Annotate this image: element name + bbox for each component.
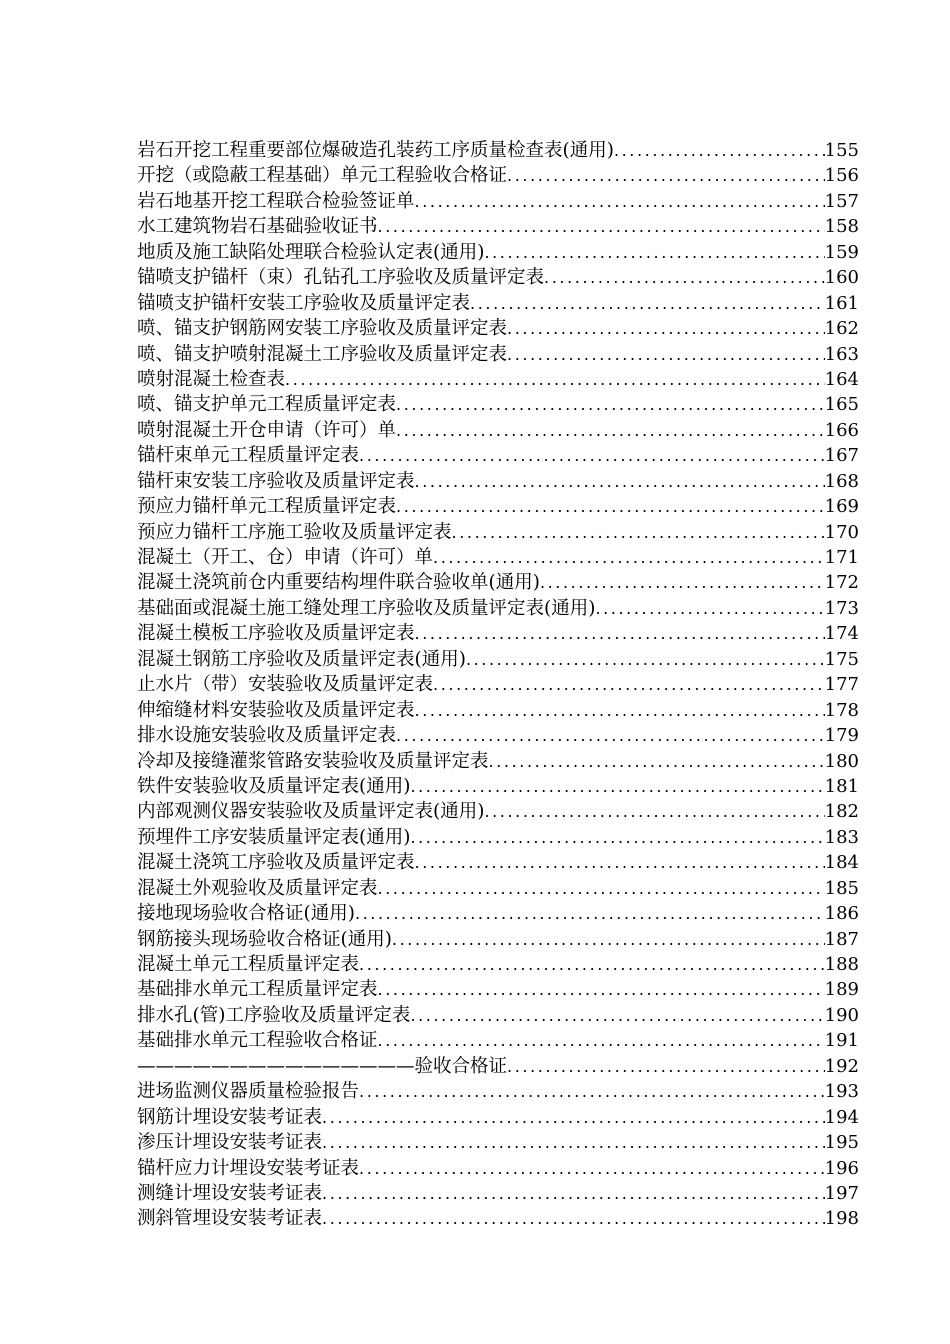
- toc-entry-title: 预埋件工序安装质量评定表(通用): [137, 826, 411, 848]
- toc-entry-title: 锚杆束单元工程质量评定表: [137, 445, 360, 467]
- toc-entry[interactable]: [137, 1079, 859, 1104]
- toc-dot-leader: [452, 520, 825, 545]
- toc-page-number: 170: [824, 521, 859, 543]
- toc-entry-title: 喷、锚支护钢筋网安装工序验收及质量评定表: [137, 318, 508, 340]
- toc-entry[interactable]: [137, 647, 859, 672]
- toc-entry[interactable]: [137, 545, 859, 570]
- toc-dot-leader: [415, 850, 825, 875]
- toc-dot-leader: [359, 443, 825, 468]
- toc-dot-leader: [415, 189, 825, 214]
- toc-entry-title: 预应力锚杆工序施工验收及质量评定表: [137, 521, 452, 543]
- toc-entry-title: 钢筋计埋设安装考证表: [137, 1106, 323, 1128]
- toc-entry[interactable]: [137, 240, 859, 265]
- toc-page-number: 157: [824, 190, 859, 212]
- toc-entry[interactable]: [137, 1130, 859, 1155]
- toc-dot-leader: [378, 214, 825, 239]
- toc-dot-leader: [355, 901, 825, 926]
- toc-dot-leader: [540, 570, 825, 595]
- toc-entry[interactable]: [137, 1156, 859, 1181]
- toc-page-number: 182: [824, 801, 859, 823]
- toc-entry-title: 混凝土单元工程质量评定表: [137, 954, 360, 975]
- toc-entry[interactable]: [137, 952, 859, 977]
- toc-entry-title: 基础排水单元工程验收合格证: [137, 1030, 378, 1052]
- toc-entry-title: 内部观测仪器安装验收及质量评定表(通用): [137, 801, 485, 823]
- toc-entry-title: 水工建筑物岩石基础验收证书: [137, 216, 378, 238]
- toc-dot-leader: [378, 1028, 825, 1053]
- toc-dot-leader: [392, 927, 825, 952]
- toc-page-number: 160: [824, 267, 859, 289]
- toc-entry[interactable]: [137, 672, 859, 697]
- toc-entry-title: 锚杆应力计埋设安装考证表: [137, 1157, 360, 1179]
- toc-entry[interactable]: [137, 723, 859, 748]
- toc-dot-leader: [489, 749, 825, 774]
- toc-page-number: 175: [824, 648, 859, 670]
- toc-page-number: 164: [824, 368, 859, 390]
- toc-entry[interactable]: [137, 469, 859, 494]
- toc-entry-title: 测缝计埋设安装考证表: [137, 1182, 323, 1204]
- toc-dot-leader: [433, 545, 825, 570]
- toc-entry-title: 喷、锚支护单元工程质量评定表: [137, 394, 397, 416]
- toc-page-number: 195: [824, 1132, 859, 1154]
- toc-page-number: 178: [824, 699, 859, 721]
- toc-page-number: 181: [824, 775, 859, 797]
- toc-page-number: 177: [824, 674, 859, 696]
- toc-entry-title: 进场监测仪器质量检验报告: [137, 1081, 360, 1103]
- table-of-contents: [137, 138, 859, 1232]
- toc-page-number: 186: [824, 903, 859, 925]
- toc-entry[interactable]: [137, 977, 859, 1002]
- toc-dot-leader: [396, 392, 825, 417]
- toc-entry[interactable]: [137, 418, 859, 443]
- toc-dot-leader: [544, 265, 825, 290]
- toc-entry[interactable]: [137, 799, 859, 824]
- toc-dot-leader: [507, 1054, 825, 1079]
- toc-entry[interactable]: [137, 316, 859, 341]
- toc-page-number: 189: [824, 979, 859, 1001]
- toc-dot-leader: [410, 1003, 824, 1028]
- toc-entry[interactable]: [137, 342, 859, 367]
- toc-page-number: 193: [824, 1081, 859, 1103]
- toc-dot-leader: [507, 342, 825, 367]
- toc-page-number: 156: [824, 165, 859, 187]
- toc-dot-leader: [507, 316, 825, 341]
- toc-page-number: 192: [824, 1055, 859, 1077]
- toc-dot-leader: [396, 418, 825, 443]
- toc-entry-title: 基础面或混凝土施工缝处理工序验收及质量评定表(通用): [137, 597, 596, 619]
- toc-entry-title: 混凝土模板工序验收及质量评定表: [137, 623, 415, 645]
- toc-entry-title: 排水设施安装验收及质量评定表: [137, 725, 397, 747]
- toc-page-number: 179: [824, 725, 859, 747]
- toc-page-number: 185: [824, 877, 859, 899]
- toc-entry-title: 喷、锚支护喷射混凝土工序验收及质量评定表: [137, 343, 508, 365]
- toc-dot-leader: [410, 825, 824, 850]
- toc-entry[interactable]: [137, 1206, 859, 1231]
- toc-entry[interactable]: [137, 520, 859, 545]
- toc-dot-leader: [470, 291, 825, 316]
- toc-entry-title: 喷射混凝土检查表: [137, 368, 286, 390]
- toc-entry[interactable]: [137, 1054, 859, 1079]
- toc-page-number: 161: [824, 292, 859, 314]
- toc-entry[interactable]: [137, 138, 859, 163]
- toc-page-number: 168: [824, 470, 859, 492]
- toc-dot-leader: [614, 138, 825, 163]
- toc-entry[interactable]: [137, 189, 859, 214]
- toc-entry-title: 混凝土浇筑前仓内重要结构埋件联合验收单(通用): [137, 572, 540, 594]
- toc-entry[interactable]: [137, 1028, 859, 1053]
- toc-page-number: 159: [824, 241, 859, 263]
- toc-entry[interactable]: [137, 876, 859, 901]
- toc-entry-title: 预应力锚杆单元工程质量评定表: [137, 496, 397, 518]
- toc-dot-leader: [466, 647, 825, 672]
- toc-dot-leader: [433, 672, 825, 697]
- toc-entry-title: 岩石开挖工程重要部位爆破造孔装药工序质量检查表(通用): [137, 140, 614, 161]
- toc-entry[interactable]: [137, 494, 859, 519]
- toc-entry[interactable]: [137, 596, 859, 621]
- toc-entry[interactable]: [137, 392, 859, 417]
- toc-page-number: 169: [824, 496, 859, 518]
- toc-entry-title: 地质及施工缺陷处理联合检验认定表(通用): [137, 241, 485, 263]
- toc-entry[interactable]: [137, 443, 859, 468]
- toc-entry-title: 冷却及接缝灌浆管路安装验收及质量评定表: [137, 750, 489, 772]
- toc-dot-leader: [507, 163, 825, 188]
- toc-dot-leader: [359, 952, 825, 977]
- toc-page-number: 183: [824, 826, 859, 848]
- toc-entry[interactable]: [137, 265, 859, 290]
- toc-entry-title: 锚杆束安装工序验收及质量评定表: [137, 470, 415, 492]
- toc-dot-leader: [484, 799, 824, 824]
- toc-entry[interactable]: [137, 927, 859, 952]
- toc-entry[interactable]: [137, 774, 859, 799]
- toc-page-number: 187: [824, 928, 859, 950]
- toc-page-number: 194: [824, 1106, 859, 1128]
- toc-dot-leader: [396, 494, 825, 519]
- toc-entry-title: 排水孔(管)工序验收及质量评定表: [137, 1004, 411, 1026]
- toc-entry-title: 渗压计埋设安装考证表: [137, 1132, 323, 1154]
- toc-dot-leader: [378, 977, 825, 1002]
- toc-page-number: 188: [824, 954, 859, 975]
- toc-dot-leader: [415, 698, 825, 723]
- toc-page-number: 190: [824, 1004, 859, 1026]
- toc-page-number: 171: [824, 547, 859, 568]
- toc-dot-leader: [359, 1156, 825, 1181]
- toc-page-number: 155: [824, 140, 859, 161]
- toc-page-number: 198: [824, 1208, 859, 1230]
- toc-entry-title: 混凝土浇筑工序验收及质量评定表: [137, 852, 415, 874]
- toc-entry-title: 锚喷支护锚杆（束）孔钻孔工序验收及质量评定表: [137, 267, 545, 289]
- toc-page-number: 184: [824, 852, 859, 874]
- toc-entry[interactable]: [137, 367, 859, 392]
- toc-page-number: 166: [824, 419, 859, 441]
- toc-entry-title: 铁件安装验收及质量评定表(通用): [137, 775, 411, 797]
- toc-entry-title: 岩石地基开挖工程联合检验签证单: [137, 190, 415, 212]
- toc-dot-leader: [410, 774, 824, 799]
- toc-entry-title: 钢筋接头现场验收合格证(通用): [137, 928, 392, 950]
- toc-page-number: 174: [824, 623, 859, 645]
- toc-entry[interactable]: [137, 850, 859, 875]
- toc-page-number: 173: [824, 597, 859, 619]
- toc-dot-leader: [322, 1130, 825, 1155]
- toc-page-number: 191: [824, 1030, 859, 1052]
- toc-dot-leader: [322, 1181, 825, 1206]
- toc-entry-title: 测斜管埋设安装考证表: [137, 1208, 323, 1230]
- toc-entry[interactable]: [137, 214, 859, 239]
- toc-entry-title: 锚喷支护锚杆安装工序验收及质量评定表: [137, 292, 471, 314]
- toc-entry[interactable]: [137, 570, 859, 595]
- toc-dot-leader: [359, 1079, 825, 1104]
- toc-dot-leader: [595, 596, 824, 621]
- toc-entry-title: ———————————————验收合格证: [137, 1055, 508, 1077]
- toc-dot-leader: [322, 1206, 825, 1231]
- toc-entry[interactable]: [137, 825, 859, 850]
- toc-page-number: 158: [824, 216, 859, 238]
- toc-entry[interactable]: [137, 163, 859, 188]
- toc-entry[interactable]: [137, 698, 859, 723]
- toc-dot-leader: [484, 240, 824, 265]
- toc-dot-leader: [378, 876, 825, 901]
- toc-entry[interactable]: [137, 1003, 859, 1028]
- toc-entry-title: 伸缩缝材料安装验收及质量评定表: [137, 699, 415, 721]
- toc-entry-title: 基础排水单元工程质量评定表: [137, 979, 378, 1001]
- toc-dot-leader: [322, 1105, 825, 1130]
- toc-page-number: 180: [824, 750, 859, 772]
- toc-entry[interactable]: [137, 749, 859, 774]
- toc-entry[interactable]: [137, 901, 859, 926]
- toc-page-number: 162: [824, 318, 859, 340]
- toc-page-number: 196: [824, 1157, 859, 1179]
- toc-entry[interactable]: [137, 1105, 859, 1130]
- toc-entry-title: 混凝土（开工、仓）申请（许可）单: [137, 547, 434, 568]
- toc-page-number: 167: [824, 445, 859, 467]
- toc-entry[interactable]: [137, 291, 859, 316]
- toc-entry-title: 喷射混凝土开仓申请（许可）单: [137, 419, 397, 441]
- toc-entry-title: 混凝土钢筋工序验收及质量评定表(通用): [137, 648, 466, 670]
- toc-entry-title: 接地现场验收合格证(通用): [137, 903, 355, 925]
- toc-dot-leader: [396, 723, 825, 748]
- toc-page-number: 172: [824, 572, 859, 594]
- toc-dot-leader: [415, 469, 825, 494]
- toc-dot-leader: [415, 621, 825, 646]
- toc-dot-leader: [285, 367, 825, 392]
- toc-entry-title: 止水片（带）安装验收及质量评定表: [137, 674, 434, 696]
- toc-page-number: 165: [824, 394, 859, 416]
- toc-entry-title: 混凝土外观验收及质量评定表: [137, 877, 378, 899]
- toc-page-number: 197: [824, 1182, 859, 1204]
- toc-entry-title: 开挖（或隐蔽工程基础）单元工程验收合格证: [137, 165, 508, 187]
- toc-page-number: 163: [824, 343, 859, 365]
- toc-entry[interactable]: [137, 621, 859, 646]
- toc-entry[interactable]: [137, 1181, 859, 1206]
